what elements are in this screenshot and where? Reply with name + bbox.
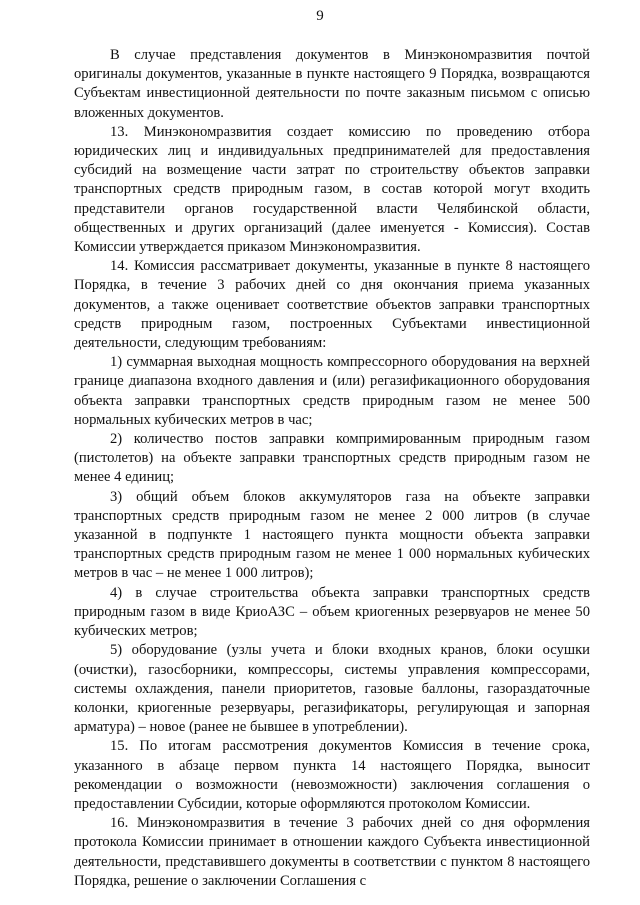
paragraph-14-review: 14. Комиссия рассматривает документы, указанные в пункте 8 настоящего Порядка, в течение 3 рабочих дней со дня окончания приема указанных документов, а также оценивает соответствие объектов заправки транспортных средств природным газом, построенных Субъектами инвестиционной деятельности, следующим требованиям: bbox=[74, 258, 590, 352]
requirement-4-cryo: 4) в случае строительства объекта заправки транспортных средств природным газом в виде КриоАЗС – объем криогенных резервуаров не менее 50 кубических метров; bbox=[74, 584, 590, 640]
paragraph-13-commission: 13. Минэкономразвития создает комиссию по проведению отбора юридических лиц и индивидуальных предпринимателей для предоставления субсидий на возмещение части затрат по строительству объектов заправки транспортных средств природным газом, в состав которой могут входить представители органов государственной власти Челябинской области, общественных и других организаций (далее именуется - Комиссия). Состав Комиссии утверждается приказом Минэкономразвития. bbox=[74, 123, 590, 256]
paragraph-mail-return: В случае представления документов в Минэкономразвития почтой оригиналы документов, указанные в пункте настоящего 9 Порядка, возвращаются Субъектам инвестиционной деятельности по почте заказным письмом с описью вложенных документов. bbox=[74, 47, 590, 121]
requirement-5-equipment: 5) оборудование (узлы учета и блоки входных кранов, блоки осушки (очистки), газосборники, компрессоры, системы управления компрессорами, системы охлаждения, панели приоритетов, газовые баллоны, газораздаточные колонки, криогенные резервуары, регазификаторы, регулирующая и запорная арматура) – новое (ранее не бывшее в употреблении). bbox=[74, 642, 590, 736]
document-body bbox=[74, 46, 590, 891]
requirement-1-power: 1) суммарная выходная мощность компрессорного оборудования на верхней границе диапазона входного давления и (или) регазификационного оборудования объекта заправки транспортных средств природным газом не менее 500 нормальных кубических метров в час; bbox=[74, 354, 590, 428]
requirement-3-accumulators: 3) общий объем блоков аккумуляторов газа на объекте заправки транспортных средств природным газом не менее 2 000 литров (в случае указанной в подпункте 1 настоящего пункта мощности объекта заправки транспортных средств природным газом не менее 1 000 нормальных кубических метров в час – не менее 1 000 литров); bbox=[74, 488, 590, 582]
requirement-2-posts: 2) количество постов заправки компримированным природным газом (пистолетов) на объекте заправки транспортных средств природным газом не менее 4 единиц; bbox=[74, 431, 590, 486]
page-number: 9 bbox=[316, 8, 324, 24]
paragraph-16-decision: 16. Минэкономразвития в течение 3 рабочих дней со дня оформления протокола Комиссии принимает в отношении каждого Субъекта инвестиционной деятельности, представившего документы в соответствии с пунктом 8 настоящего Порядка, решение о заключении Соглашения с bbox=[74, 815, 590, 889]
paragraph-15-results: 15. По итогам рассмотрения документов Комиссия в течение срока, указанного в абзаце первом пункта 14 настоящего Порядка, выносит рекомендации о возможности (невозможности) заключения соглашения о предоставлении Субсидии, которые оформляются протоколом Комиссии. bbox=[74, 738, 590, 812]
